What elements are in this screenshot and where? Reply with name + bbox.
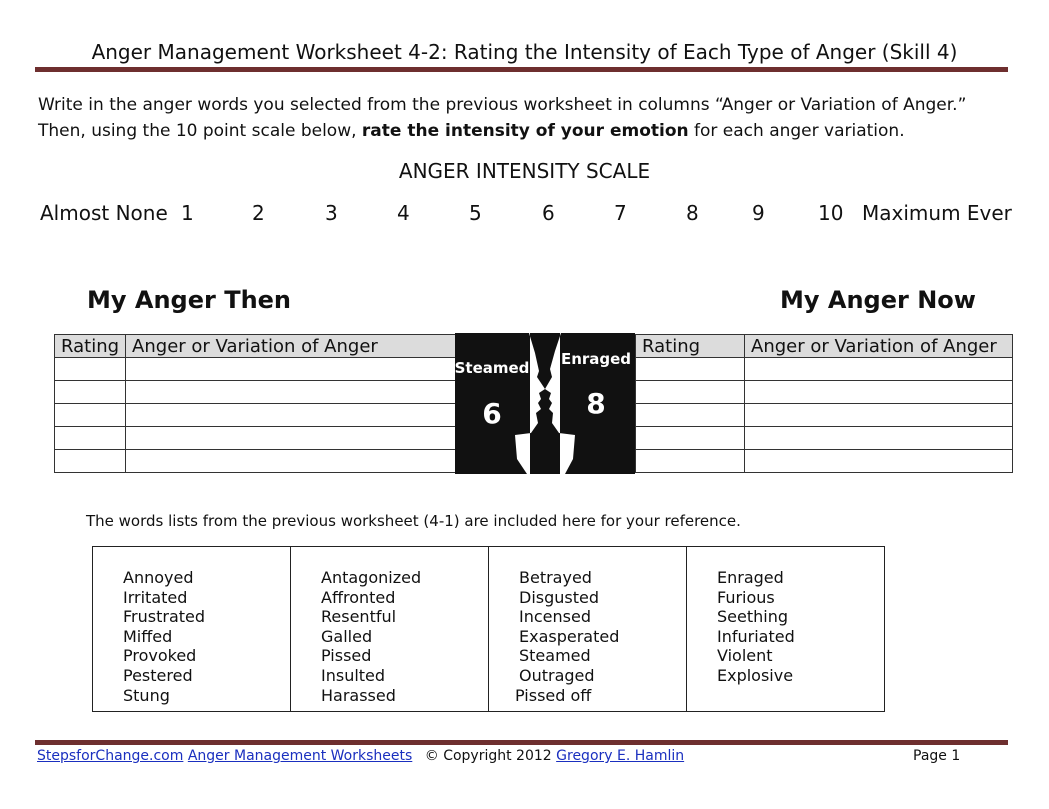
word-item: Exasperated <box>519 626 620 646</box>
scale-low-label: Almost None <box>40 201 168 225</box>
now-anger-cell[interactable] <box>745 427 1013 450</box>
now-anger-cell[interactable] <box>745 358 1013 381</box>
word-item: Irritated <box>123 587 188 607</box>
now-rating-header: Rating <box>636 335 745 358</box>
top-divider <box>35 67 1008 72</box>
now-rating-cell[interactable] <box>636 358 745 381</box>
then-heading: My Anger Then <box>87 286 292 314</box>
then-row <box>55 404 456 427</box>
word-item: Incensed <box>519 607 591 627</box>
bottom-divider <box>35 740 1008 745</box>
word-item: Provoked <box>123 646 197 666</box>
then-anger-cell[interactable] <box>126 404 456 427</box>
facing-heads-svg <box>455 333 635 474</box>
then-anger-cell[interactable] <box>126 450 456 473</box>
now-row <box>636 427 1013 450</box>
scale-number-7: 7 <box>614 201 627 225</box>
copyright-text: © Copyright 2012 <box>424 748 552 764</box>
now-anger-cell[interactable] <box>745 381 1013 404</box>
word-item: Frustrated <box>123 607 206 627</box>
then-anger-header: Anger or Variation of Anger <box>126 335 456 358</box>
instructions-line-1: Write in the anger words you selected from the previous worksheet in columns “Anger or Variation of Anger.” <box>38 95 967 115</box>
now-row <box>636 381 1013 404</box>
scale-title: ANGER INTENSITY SCALE <box>398 159 651 183</box>
word-item: Antagonized <box>321 568 422 587</box>
then-anger-cell[interactable] <box>126 358 456 381</box>
left-face-number: 6 <box>482 397 502 430</box>
instructions-text: Then, using the 10 point scale below, <box>38 121 362 141</box>
then-rating-cell[interactable] <box>55 427 126 450</box>
word-column-1 <box>93 547 291 712</box>
word-item: Pissed <box>321 646 372 666</box>
now-rating-cell[interactable] <box>636 450 745 473</box>
then-table <box>54 334 456 473</box>
now-rating-cell[interactable] <box>636 427 745 450</box>
word-column-4 <box>687 547 885 712</box>
scale-number-9: 9 <box>752 201 765 225</box>
instructions-emphasis: rate the intensity of your emotion <box>361 121 689 141</box>
word-item: Explosive <box>717 665 794 685</box>
now-table <box>635 334 1013 473</box>
word-item: Steamed <box>519 646 591 666</box>
word-column-2 <box>291 547 489 712</box>
word-item: Stung <box>123 685 170 705</box>
then-row <box>55 427 456 450</box>
scale-number-3: 3 <box>325 201 338 225</box>
footer <box>37 748 684 764</box>
word-item: Resentful <box>321 607 397 627</box>
reference-note: The words lists from the previous worksheet (4-1) are included here for your reference. <box>86 512 741 530</box>
facing-heads-image <box>455 333 635 474</box>
word-item: Pissed off <box>515 685 592 705</box>
now-row <box>636 404 1013 427</box>
word-item: Miffed <box>123 626 173 646</box>
instructions-line-2 <box>38 118 1018 144</box>
now-heading: My Anger Now <box>780 286 976 314</box>
now-rating-cell[interactable] <box>636 381 745 404</box>
now-row <box>636 358 1013 381</box>
worksheets-link[interactable]: Anger Management Worksheets <box>187 748 413 764</box>
worksheet-title: Anger Management Worksheet 4-2: Rating the Intensity of Each Type of Anger (Skill 4) <box>91 40 958 64</box>
then-anger-cell[interactable] <box>126 427 456 450</box>
page-number: Page 1 <box>913 748 961 764</box>
word-list-table <box>92 546 885 712</box>
scale-number-6: 6 <box>542 201 555 225</box>
right-face-word: Enraged <box>560 350 632 368</box>
author-link[interactable]: Gregory E. Hamlin <box>556 748 685 764</box>
then-anger-cell[interactable] <box>126 381 456 404</box>
now-anger-cell[interactable] <box>745 450 1013 473</box>
word-item: Infuriated <box>717 626 795 646</box>
left-face-word: Steamed <box>455 359 530 377</box>
then-row <box>55 450 456 473</box>
then-rating-cell[interactable] <box>55 358 126 381</box>
scale-number-10: 10 <box>818 201 844 225</box>
word-item: Violent <box>717 646 773 666</box>
word-item: Outraged <box>519 665 595 685</box>
then-rating-header: Rating <box>55 335 126 358</box>
now-row <box>636 450 1013 473</box>
word-column-3 <box>489 547 687 712</box>
word-item: Annoyed <box>123 568 194 587</box>
word-item: Enraged <box>717 568 784 587</box>
scale-high-label: Maximum Ever <box>862 201 1012 225</box>
scale-number-5: 5 <box>469 201 482 225</box>
then-rating-cell[interactable] <box>55 404 126 427</box>
scale-number-1: 1 <box>181 201 194 225</box>
word-item: Affronted <box>321 587 396 607</box>
word-item: Harassed <box>321 685 396 705</box>
then-rating-cell[interactable] <box>55 450 126 473</box>
word-item: Pestered <box>123 665 193 685</box>
now-anger-header: Anger or Variation of Anger <box>745 335 1013 358</box>
word-item: Galled <box>321 626 373 646</box>
then-rating-cell[interactable] <box>55 381 126 404</box>
now-rating-cell[interactable] <box>636 404 745 427</box>
word-item: Betrayed <box>519 568 592 587</box>
instructions <box>38 92 1018 144</box>
then-row <box>55 358 456 381</box>
word-item: Furious <box>717 587 775 607</box>
then-row <box>55 381 456 404</box>
scale-number-2: 2 <box>252 201 265 225</box>
word-item: Disgusted <box>519 587 600 607</box>
instructions-text-end: for each anger variation. <box>688 121 905 141</box>
now-anger-cell[interactable] <box>745 404 1013 427</box>
word-item: Seething <box>717 607 788 627</box>
scale-number-8: 8 <box>686 201 699 225</box>
word-item: Insulted <box>321 665 386 685</box>
site-link[interactable]: StepsforChange.com <box>37 748 184 764</box>
right-face-number: 8 <box>586 387 606 420</box>
scale-number-4: 4 <box>397 201 410 225</box>
